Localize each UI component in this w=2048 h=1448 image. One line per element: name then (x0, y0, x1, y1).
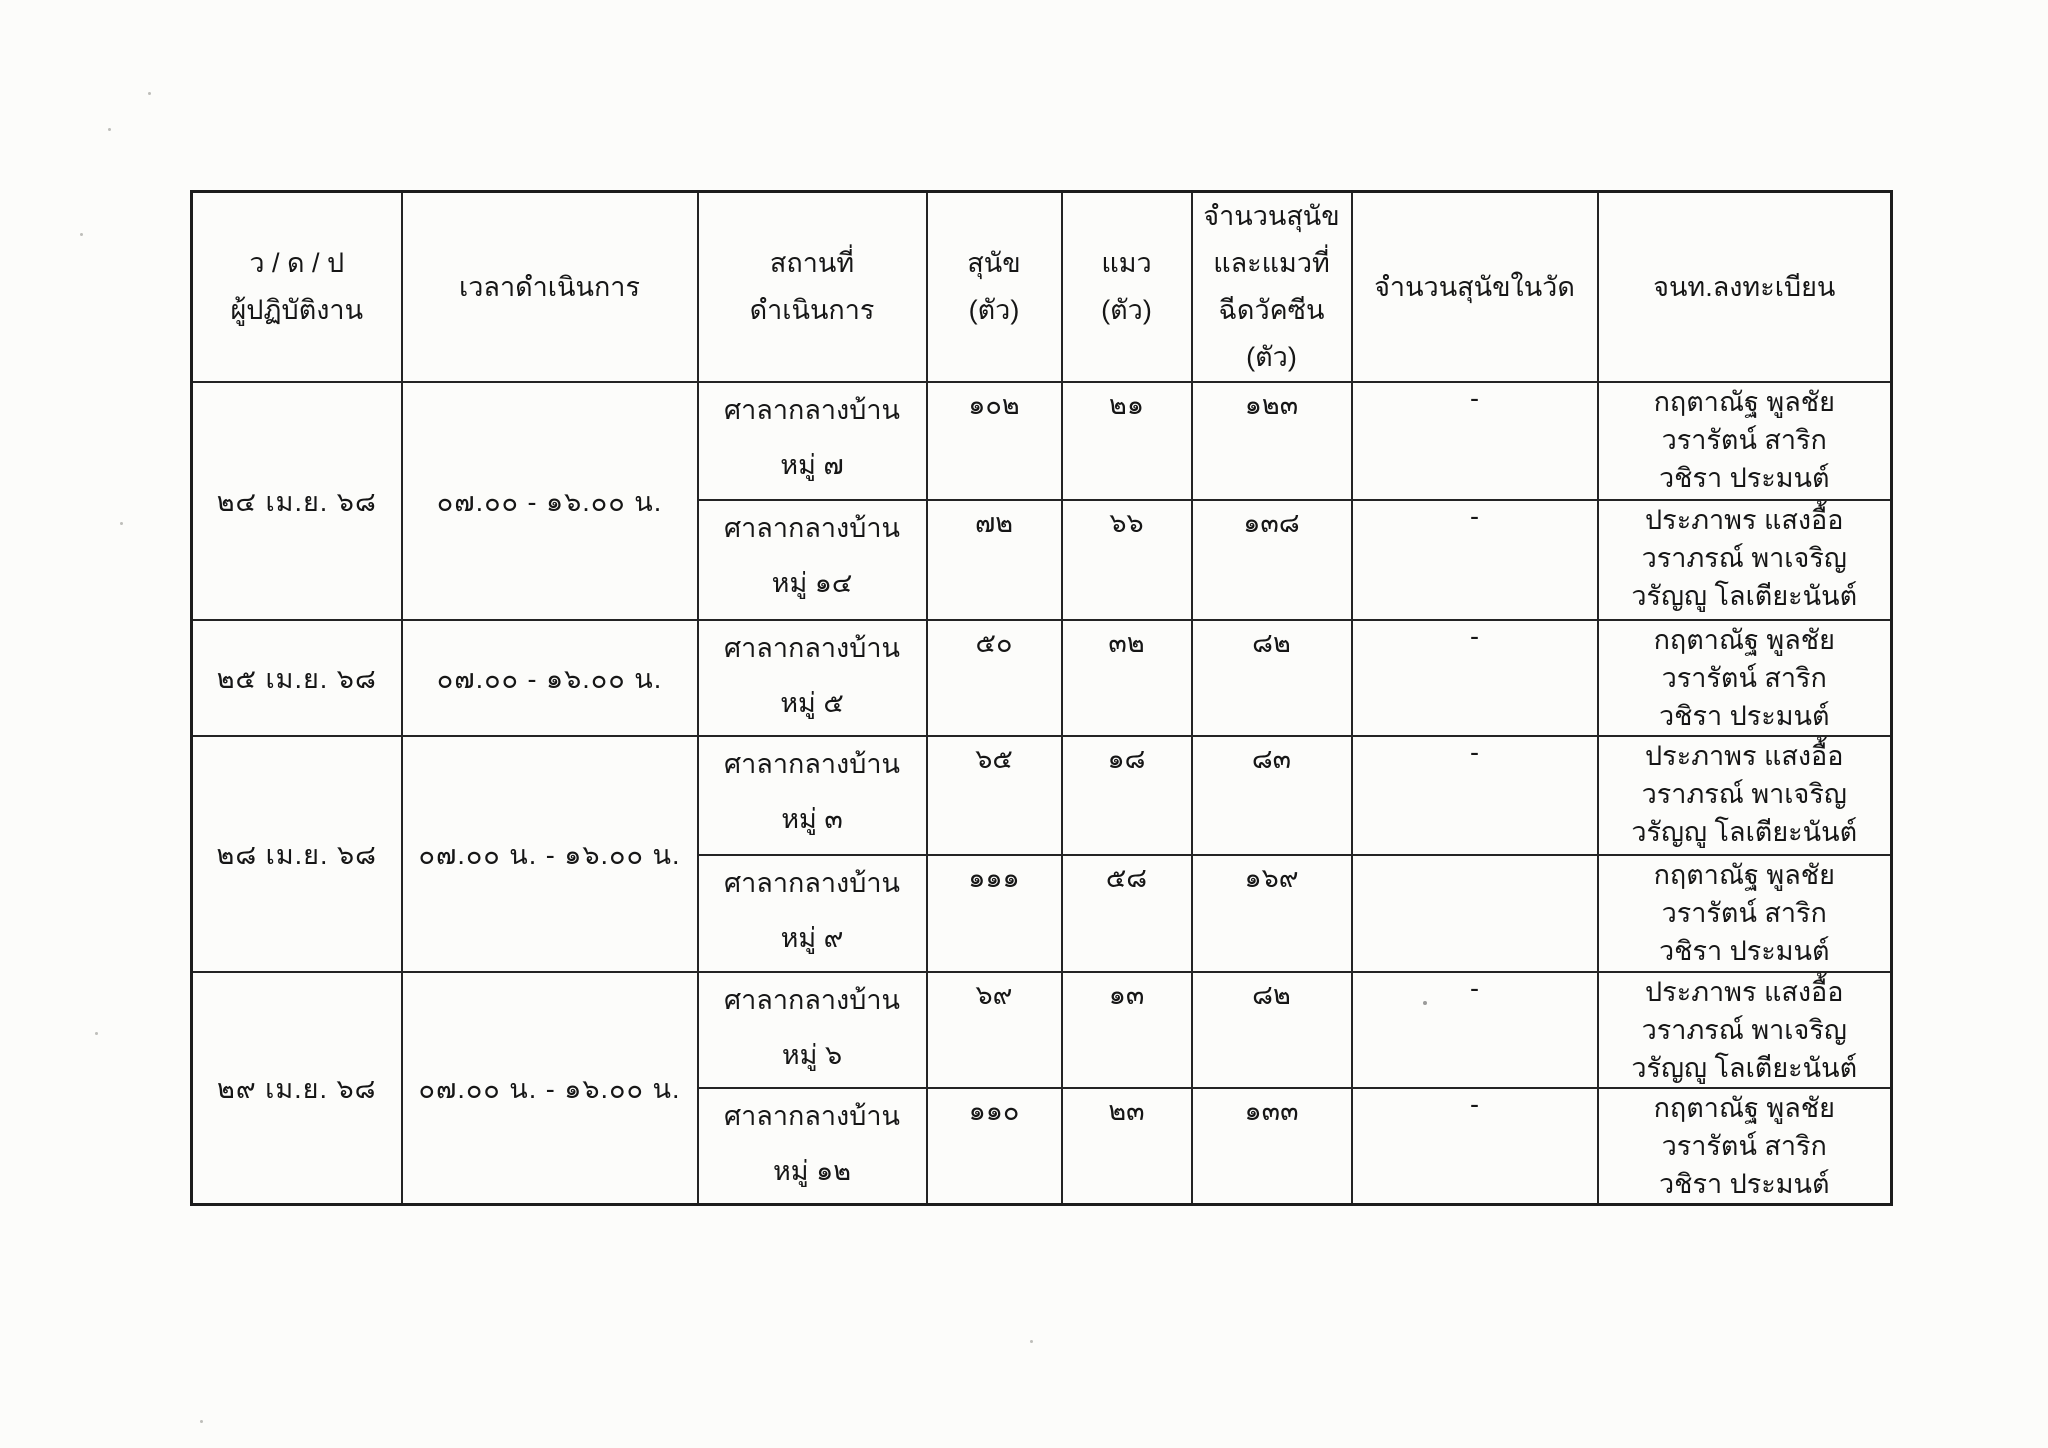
temple-dog-count-cell: - (1352, 736, 1598, 855)
dog-count-cell: ๑๑๐ (927, 1088, 1062, 1205)
officers-cell (1598, 382, 1892, 500)
cat-count-cell: ๒๑ (1062, 382, 1192, 500)
scan-speck (200, 1420, 203, 1423)
officers-cell (1598, 620, 1892, 736)
officers-cell (1598, 500, 1892, 620)
time-cell (402, 382, 698, 620)
header-line: (ตัว) (1246, 342, 1297, 372)
dog-count-cell: ๑๑๑ (927, 855, 1062, 972)
scan-speck (108, 128, 111, 131)
header-line: แมว (1101, 248, 1152, 278)
header-line: (ตัว) (968, 295, 1020, 325)
temple-dog-count-cell (1352, 855, 1598, 972)
header-line: จำนวนสุนัขในวัด (1374, 271, 1575, 302)
location-line: หมู่ ๑๔ (771, 568, 853, 598)
header-line: ฉีดวัคซีน (1218, 295, 1325, 325)
officer-name: กฤตาณัฐ พูลชัย (1653, 625, 1835, 655)
cat-count-cell: ๑๘ (1062, 736, 1192, 855)
header-temple-dog-count (1352, 192, 1598, 383)
location-line: ศาลากลางบ้าน (723, 395, 900, 425)
officers-cell (1598, 736, 1892, 855)
header-line: ว / ด / ป (249, 248, 345, 278)
table-row (192, 382, 1892, 500)
location-line: หมู่ ๓ (781, 804, 843, 834)
officer-name: วชิรา ประมนต์ (1658, 1169, 1830, 1199)
officer-name: วรัญญู โลเตียะนันต์ (1631, 581, 1858, 611)
table-row (192, 736, 1892, 855)
header-location (698, 192, 927, 383)
dog-count-cell: ๕๐ (927, 620, 1062, 736)
officer-name: กฤตาณัฐ พูลชัย (1653, 1093, 1835, 1123)
officer-name: ประภาพร แสงอื้อ (1645, 741, 1844, 771)
date-text: ๒๙ เม.ย. ๖๘ (217, 1073, 377, 1104)
date-cell (192, 620, 402, 736)
cat-count-cell: ๓๒ (1062, 620, 1192, 736)
officers-cell (1598, 1088, 1892, 1205)
time-text: ๐๗.๐๐ น. - ๑๖.๐๐ น. (418, 1073, 681, 1104)
time-cell (402, 736, 698, 972)
header-line: และแมวที่ (1213, 248, 1330, 278)
header-operation-time (402, 192, 698, 383)
cat-count-cell: ๑๓ (1062, 972, 1192, 1088)
time-cell (402, 620, 698, 736)
dog-count-cell: ๖๕ (927, 736, 1062, 855)
time-text: ๐๗.๐๐ - ๑๖.๐๐ น. (436, 663, 663, 694)
officer-name: วรัญญู โลเตียะนันต์ (1631, 817, 1858, 847)
header-dog-count (927, 192, 1062, 383)
location-line: หมู่ ๑๒ (772, 1156, 852, 1186)
dog-count-cell: ๑๐๒ (927, 382, 1062, 500)
table-header-row (192, 192, 1892, 383)
officer-name: วรารัตน์ สาริก (1661, 425, 1827, 455)
officers-cell (1598, 972, 1892, 1088)
officer-name: วชิรา ประมนต์ (1658, 701, 1830, 731)
header-line: สุนัข (967, 248, 1021, 278)
header-vaccinated-count (1192, 192, 1352, 383)
officer-name: กฤตาณัฐ พูลชัย (1653, 860, 1835, 890)
cat-count-cell: ๖๖ (1062, 500, 1192, 620)
time-text: ๐๗.๐๐ - ๑๖.๐๐ น. (436, 486, 663, 517)
vaccinated-count-cell: ๑๓๓ (1192, 1088, 1352, 1205)
date-text: ๒๘ เม.ย. ๖๘ (216, 839, 377, 870)
time-text: ๐๗.๐๐ น. - ๑๖.๐๐ น. (418, 839, 681, 870)
cat-count-cell: ๒๓ (1062, 1088, 1192, 1205)
header-line: สถานที่ (769, 248, 855, 278)
dog-count-cell: ๖๙ (927, 972, 1062, 1088)
location-line: ศาลากลางบ้าน (723, 749, 900, 779)
location-line: ศาลากลางบ้าน (723, 633, 900, 663)
officer-name: วราภรณ์ พาเจริญ (1641, 543, 1847, 573)
location-line: หมู่ ๕ (780, 688, 844, 718)
time-cell (402, 972, 698, 1205)
header-line: ดำเนินการ (749, 295, 875, 325)
vaccinated-count-cell: ๑๒๓ (1192, 382, 1352, 500)
temple-dog-count-cell: - (1352, 972, 1598, 1088)
temple-dog-count-cell: - (1352, 382, 1598, 500)
vaccinated-count-cell: ๘๒ (1192, 972, 1352, 1088)
header-registrar (1598, 192, 1892, 383)
temple-dog-count-cell: - (1352, 1088, 1598, 1205)
location-line: ศาลากลางบ้าน (723, 868, 900, 898)
header-line: จำนวนสุนัข (1203, 201, 1340, 231)
scan-speck (80, 233, 83, 236)
dog-count-cell: ๗๒ (927, 500, 1062, 620)
header-cat-count (1062, 192, 1192, 383)
location-cell (698, 736, 927, 855)
location-cell (698, 1088, 927, 1205)
officer-name: วชิรา ประมนต์ (1658, 463, 1830, 493)
scan-speck (1030, 1340, 1033, 1343)
vaccinated-count-cell: ๘๒ (1192, 620, 1352, 736)
header-line: จนท.ลงทะเบียน (1653, 271, 1836, 302)
location-cell (698, 620, 927, 736)
officer-name: วรารัตน์ สาริก (1661, 898, 1827, 928)
location-cell (698, 855, 927, 972)
location-line: ศาลากลางบ้าน (723, 513, 900, 543)
cat-count-cell: ๕๘ (1062, 855, 1192, 972)
scan-speck (95, 1032, 98, 1035)
location-line: ศาลากลางบ้าน (723, 1101, 900, 1131)
location-line: หมู่ ๖ (781, 1040, 843, 1070)
scan-speck (148, 92, 151, 95)
table-row (192, 620, 1892, 736)
location-line: ศาลากลางบ้าน (723, 985, 900, 1015)
officer-name: ประภาพร แสงอื้อ (1645, 505, 1844, 535)
date-text: ๒๔ เม.ย. ๖๘ (216, 486, 377, 517)
date-text: ๒๕ เม.ย. ๖๘ (216, 663, 377, 694)
officer-name: ประภาพร แสงอื้อ (1645, 977, 1844, 1007)
table-row (192, 972, 1892, 1088)
vaccinated-count-cell: ๑๖๙ (1192, 855, 1352, 972)
date-cell (192, 736, 402, 972)
officer-name: วรัญญู โลเตียะนันต์ (1631, 1053, 1858, 1083)
vaccinated-count-cell: ๑๓๘ (1192, 500, 1352, 620)
header-date-operator (192, 192, 402, 383)
scan-speck (120, 522, 123, 525)
header-line: เวลาดำเนินการ (459, 271, 640, 302)
vaccinated-count-cell: ๘๓ (1192, 736, 1352, 855)
location-line: หมู่ ๙ (780, 923, 844, 953)
location-cell (698, 500, 927, 620)
officer-name: วราภรณ์ พาเจริญ (1641, 779, 1847, 809)
vaccination-schedule-table (190, 190, 1893, 1206)
officer-name: วรารัตน์ สาริก (1661, 663, 1827, 693)
officer-name: วชิรา ประมนต์ (1658, 936, 1830, 966)
officer-name: กฤตาณัฐ พูลชัย (1653, 387, 1835, 417)
temple-dog-count-cell: - (1352, 500, 1598, 620)
officer-name: วราภรณ์ พาเจริญ (1641, 1015, 1847, 1045)
header-line: ผู้ปฏิบัติงาน (230, 295, 364, 325)
officers-cell (1598, 855, 1892, 972)
location-cell (698, 972, 927, 1088)
location-line: หมู่ ๗ (780, 450, 844, 480)
location-cell (698, 382, 927, 500)
header-line: (ตัว) (1101, 295, 1152, 325)
temple-dog-count-cell: - (1352, 620, 1598, 736)
officer-name: วรารัตน์ สาริก (1661, 1131, 1827, 1161)
date-cell (192, 382, 402, 620)
date-cell (192, 972, 402, 1205)
